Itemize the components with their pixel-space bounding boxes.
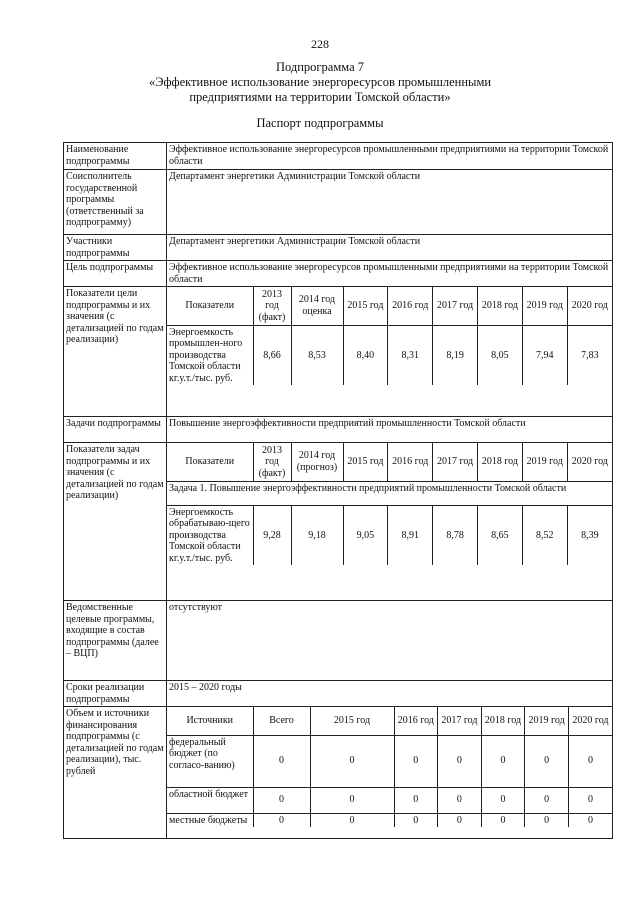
value-cell: 0 [310, 813, 394, 827]
finance-cell [167, 707, 613, 839]
header-cell: 2015 год [343, 287, 388, 325]
passport-heading: Паспорт подпрограммы [256, 116, 384, 130]
value-cell: 0 [253, 735, 310, 787]
value-cell: 8,52 [522, 505, 567, 565]
header-cell: 2018 год [477, 443, 522, 481]
goal-indicators-header [167, 287, 612, 325]
header-cell: 2019 год [522, 287, 567, 325]
row-label: Цель подпрограммы [64, 261, 167, 287]
header-cell: Показатели [167, 443, 253, 481]
header-cell: 2015 год [310, 707, 394, 735]
source-name: местные бюджеты [167, 813, 253, 827]
row-label: Наименование подпрограммы [64, 143, 167, 170]
header-cell: 2013 год (факт) [253, 443, 291, 481]
row-label: Сроки реализации подпрограммы [64, 681, 167, 707]
source-name: областной бюджет [167, 787, 253, 813]
task-title: Задача 1. Повышение энергоэффективности предприятий промышленности Томской области [167, 481, 612, 505]
value-cell: 0 [438, 787, 482, 813]
row-value: Повышение энергоэффективности предприятий промышленности Томской области [167, 417, 613, 443]
task-indicators-row [167, 505, 612, 565]
row-coexecutor [64, 170, 613, 235]
header-cell: 2020 год [567, 443, 612, 481]
value-cell: 8,40 [343, 325, 388, 385]
header-cell: 2014 год (прогноз) [291, 443, 343, 481]
goal-indicators-cell [167, 287, 613, 417]
header-cell: 2017 год [438, 707, 482, 735]
row-tasks [64, 417, 613, 443]
header-cell: 2019 год [522, 443, 567, 481]
goal-indicators-row [167, 325, 612, 385]
value-cell: 0 [481, 787, 525, 813]
row-value: отсутствуют [167, 601, 613, 681]
row-label: Задачи подпрограммы [64, 417, 167, 443]
header-cell: 2013 год (факт) [253, 287, 291, 325]
value-cell: 9,28 [253, 505, 291, 565]
finance-header [167, 707, 612, 735]
header-cell: 2017 год [433, 443, 478, 481]
row-label: Объем и источники финансирования подпрограммы (с детализацией по годам реализации), тыс. рублей [64, 707, 167, 839]
goal-indicators-table [167, 287, 612, 385]
finance-table [167, 707, 612, 827]
indicator-name: Энергоемкость обрабатываю-щего производства Томской области кг.у.т./тыс. руб. [167, 505, 253, 565]
value-cell: 7,83 [567, 325, 612, 385]
header-cell: 2016 год [388, 443, 433, 481]
row-value: Эффективное использование энергоресурсов промышленными предприятиями на территории Томской области [167, 261, 613, 287]
indicator-name: Энергоемкость промышлен-ного производства Томской области кг.у.т./тыс. руб. [167, 325, 253, 385]
value-cell: 9,18 [291, 505, 343, 565]
header-cell: 2020 год [567, 287, 612, 325]
value-cell: 0 [438, 735, 482, 787]
row-label: Соисполнитель государственной программы (ответственный за подпрограмму) [64, 170, 167, 235]
page-number: 228 [311, 37, 329, 51]
value-cell: 0 [394, 813, 438, 827]
value-cell: 0 [310, 735, 394, 787]
value-cell: 0 [394, 787, 438, 813]
value-cell: 0 [394, 735, 438, 787]
value-cell: 0 [481, 813, 525, 827]
task-indicators-cell [167, 443, 613, 601]
value-cell: 0 [568, 787, 612, 813]
value-cell: 8,53 [291, 325, 343, 385]
value-cell: 0 [525, 735, 569, 787]
title-line-3: предприятиями на территории Томской области» [189, 90, 451, 104]
row-goal-indicators [64, 287, 613, 417]
value-cell: 0 [310, 787, 394, 813]
passport-table [63, 142, 613, 839]
header-cell: 2016 год [388, 287, 433, 325]
value-cell: 0 [525, 813, 569, 827]
row-participants [64, 235, 613, 261]
row-label: Показатели задач подпрограммы и их значения (с детализацией по годам реализации) [64, 443, 167, 601]
value-cell: 0 [253, 813, 310, 827]
value-cell: 8,19 [433, 325, 478, 385]
title-line-1: Подпрограмма 7 [275, 60, 365, 74]
header-cell: Показатели [167, 287, 253, 325]
finance-row [167, 787, 612, 813]
value-cell: 9,05 [343, 505, 388, 565]
task-title-row [167, 481, 612, 505]
value-cell: 0 [568, 813, 612, 827]
finance-row [167, 735, 612, 787]
value-cell: 7,94 [522, 325, 567, 385]
row-value: 2015 – 2020 годы [167, 681, 613, 707]
header-cell: 2020 год [568, 707, 612, 735]
value-cell: 8,31 [388, 325, 433, 385]
value-cell: 0 [525, 787, 569, 813]
row-task-indicators [64, 443, 613, 601]
value-cell: 8,78 [433, 505, 478, 565]
value-cell: 8,66 [253, 325, 291, 385]
header-cell: 2018 год [477, 287, 522, 325]
value-cell: 0 [438, 813, 482, 827]
value-cell: 8,39 [567, 505, 612, 565]
header-cell: 2018 год [481, 707, 525, 735]
row-value: Департамент энергетики Администрации Томской области [167, 170, 613, 235]
row-name [64, 143, 613, 170]
header-cell: Всего [253, 707, 310, 735]
value-cell: 8,91 [388, 505, 433, 565]
value-cell: 0 [481, 735, 525, 787]
header-cell: 2015 год [343, 443, 388, 481]
row-terms [64, 681, 613, 707]
header-cell: 2014 год оценка [291, 287, 343, 325]
header-cell: 2016 год [394, 707, 438, 735]
source-name: федеральный бюджет (по согласо-ванию) [167, 735, 253, 787]
value-cell: 8,65 [477, 505, 522, 565]
title-line-2: «Эффективное использование энергоресурсов промышленными [148, 75, 492, 89]
header-cell: Источники [167, 707, 253, 735]
row-finance [64, 707, 613, 839]
header-cell: 2017 год [433, 287, 478, 325]
value-cell: 0 [568, 735, 612, 787]
task-indicators-table [167, 443, 612, 565]
row-dept-programs [64, 601, 613, 681]
row-value: Департамент энергетики Администрации Томской области [167, 235, 613, 261]
row-value: Эффективное использование энергоресурсов промышленными предприятиями на территории Томской области [167, 143, 613, 170]
row-label: Участники подпрограммы [64, 235, 167, 261]
row-label: Показатели цели подпрограммы и их значения (с детализацией по годам реализации) [64, 287, 167, 417]
document-title [0, 60, 640, 105]
row-goal [64, 261, 613, 287]
row-label: Ведомственные целевые программы, входящие в состав подпрограммы (далее – ВЦП) [64, 601, 167, 681]
header-cell: 2019 год [525, 707, 569, 735]
finance-row [167, 813, 612, 827]
value-cell: 0 [253, 787, 310, 813]
task-indicators-header [167, 443, 612, 481]
value-cell: 8,05 [477, 325, 522, 385]
